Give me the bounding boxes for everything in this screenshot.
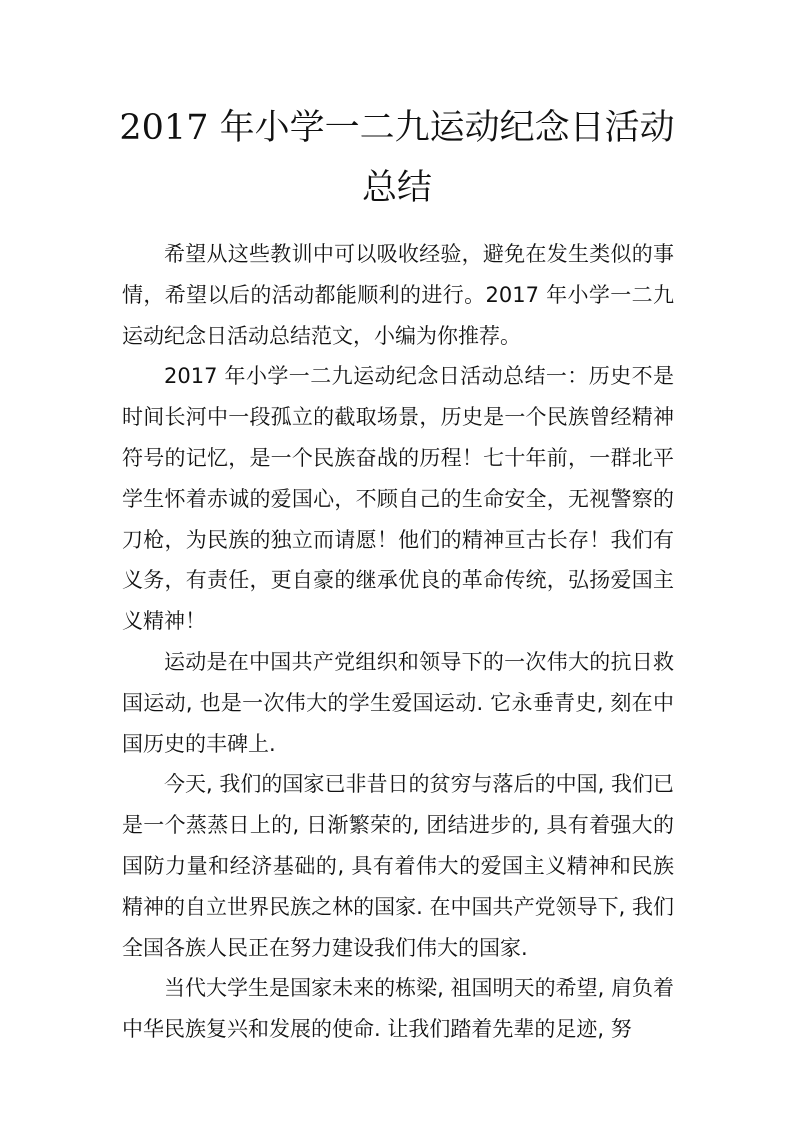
document-title-line-2: 总结 <box>361 168 432 208</box>
paragraph-students: 当代大学生是国家未来的栋梁, 祖国明天的希望, 肩负着中华民族复兴和发展的使命. 让我们踏着先辈的足迹, 努 <box>122 976 674 1042</box>
paragraph-today: 今天, 我们的国家已非昔日的贫穷与落后的中国, 我们已是一个蒸蒸日上的, 日渐繁荣的, 团结进步的, 具有着强大的国防力量和经济基础的, 具有着伟大的爱国主义精神和民族精神的自立世界民族之林的国家. 在中国共产党领导下, 我们全国各族人民正在努力建设我们伟大的国家. <box>122 772 674 960</box>
paragraph-summary-one: 2017 年小学一二九运动纪念日活动总结一：历史不是时间长河中一段孤立的截取场景，历史是一个民族曾经精神符号的记忆，是一个民族奋战的历程！七十年前，一群北平学生怀着赤诚的爱国心，不顾自己的生命安全，无视警察的刀枪，为民族的独立而请愿！他们的精神亘古长存！我们有义务，有责任，更自豪的继承优良的革命传统，弘扬爱国主义精神！ <box>122 364 674 634</box>
paragraph-movement: 运动是在中国共产党组织和领导下的一次伟大的抗日救国运动, 也是一次伟大的学生爱国运动. 它永垂青史, 刻在中国历史的丰碑上. <box>122 649 674 756</box>
document-title-line-1: 2017 年小学一二九运动纪念日活动 <box>119 108 675 148</box>
document-body <box>122 234 674 1050</box>
paragraph-intro: 希望从这些教训中可以吸收经验，避免在发生类似的事情，希望以后的活动都能顺利的进行。2017 年小学一二九运动纪念日活动总结范文，小编为你推荐。 <box>122 242 674 348</box>
